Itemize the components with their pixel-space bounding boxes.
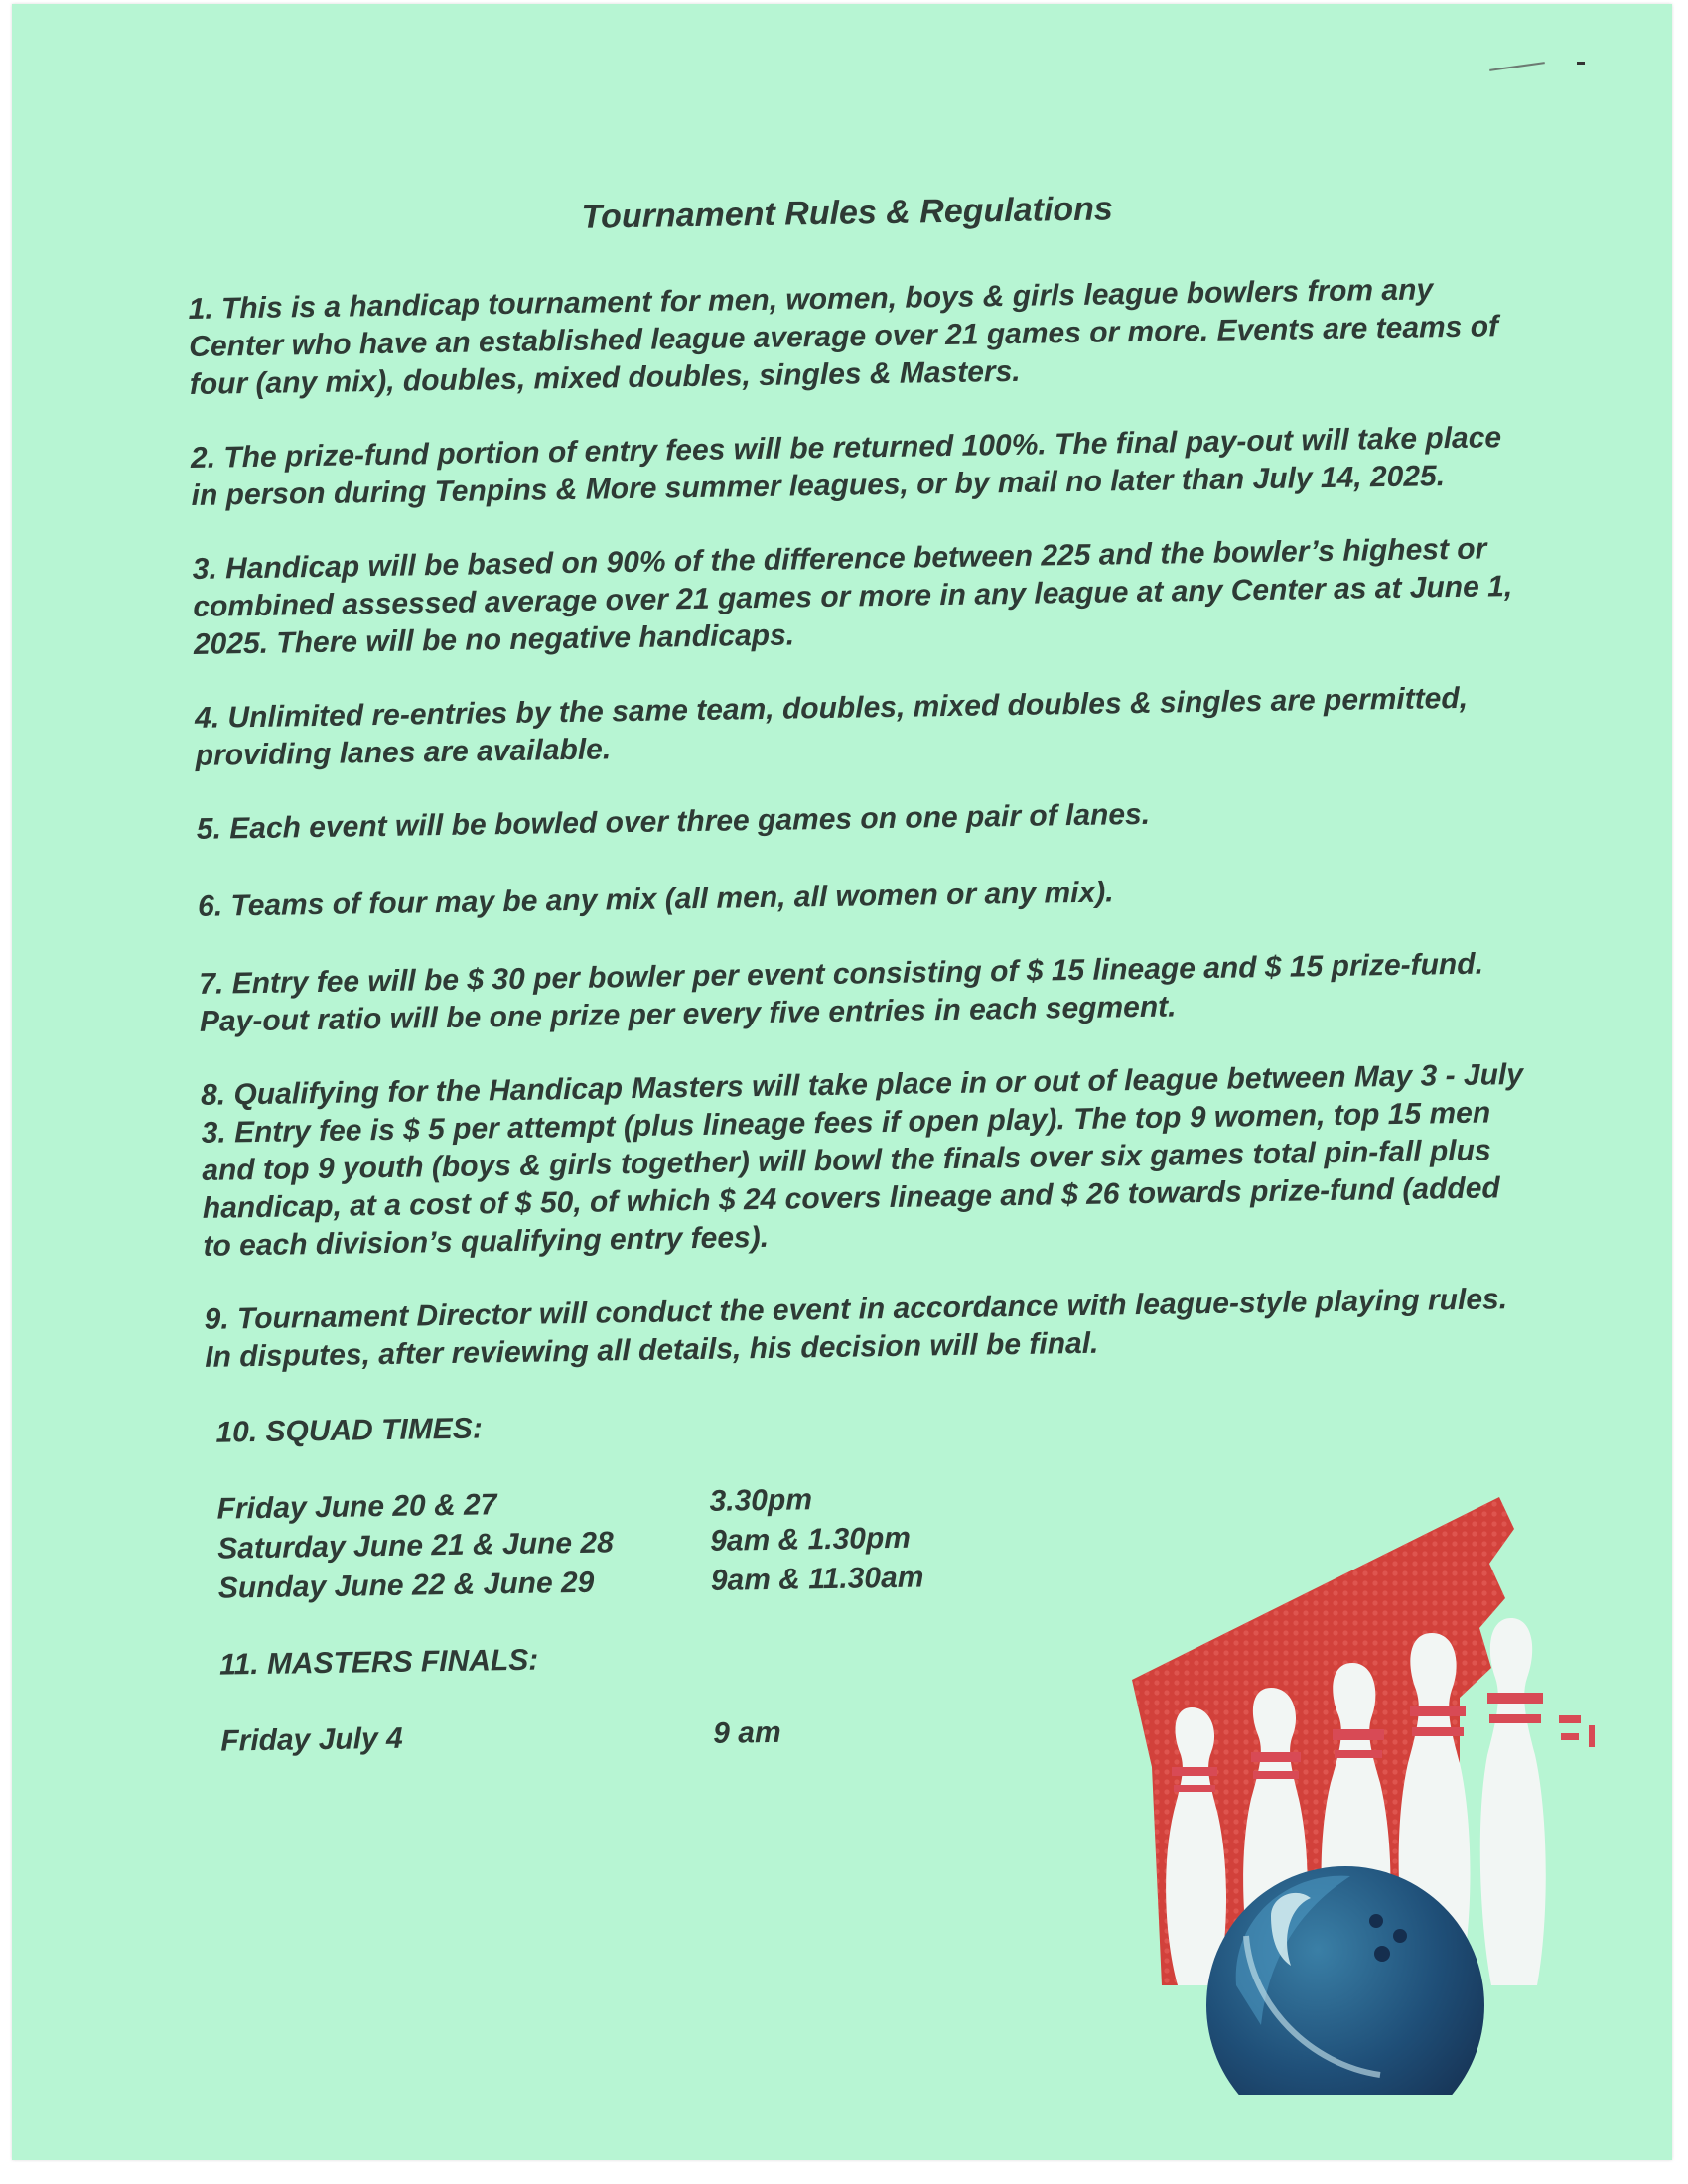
rule-1: 1. This is a handicap tournament for men, women, boys & girls league bowlers from any Center who have an established league average over 21 games or more. Events are teams of four (any mix), doubles, mixed doubles, singles & Masters. xyxy=(188,273,1499,401)
finals-day: Friday July 4 xyxy=(220,1721,403,1758)
squad-time: 9am & 11.30am xyxy=(710,1561,924,1597)
rule-7: 7. Entry fee will be $ 30 per bowler per event consisting of $ 15 lineage and $ 15 prize-fund. Pay-out ratio will be one prize per every five entries in each segment. xyxy=(199,947,1484,1038)
squad-day: Sunday June 22 & June 29 xyxy=(217,1566,595,1605)
rule-5: 5. Each event will be bowled over three games on one pair of lanes. xyxy=(196,797,1151,846)
squad-time: 9am & 1.30pm xyxy=(709,1521,912,1558)
squad-day: Saturday June 21 & June 28 xyxy=(217,1526,614,1566)
page-title: Tournament Rules & Regulations xyxy=(581,190,1114,236)
squad-time: 3.30pm xyxy=(709,1483,813,1518)
rule-3: 3. Handicap will be based on 90% of the difference between 225 and the bowler’s highest or combined assessed average over 21 games or more in any league at any Center as at June 1, 2025. There will be no negative handicaps. xyxy=(192,532,1513,661)
rule-8: 8. Qualifying for the Handicap Masters will take place in or out of league between May 3 - July 3. Entry fee is $ 5 per attempt (plus lineage fees if open play). The top 9 women, top 15 men and top 9 youth (boys & girls together) will bowl the finals over six games total pin-fall plus handicap, at a cost of $ 50, of which $ 24 covers lineage and $ 26 towards prize-fund (added to each division’s qualifying entry fees). xyxy=(200,1057,1524,1263)
scan-mark xyxy=(1577,62,1585,65)
rule-9: 9. Tournament Director will conduct the event in accordance with league-style playing rules. In disputes, after reviewing all details, his decision will be final. xyxy=(204,1283,1508,1374)
rule-2: 2. The prize-fund portion of entry fees will be returned 100%. The final pay-out will take place in person during Tenpins & More summer leagues, or by mail no later than July 14, 2025. xyxy=(190,421,1502,512)
masters-finals-heading: 11. MASTERS FINALS: xyxy=(218,1643,539,1682)
bowling-illustration xyxy=(1122,1469,1618,2095)
finals-time: 9 am xyxy=(713,1715,781,1750)
squad-day: Friday June 20 & 27 xyxy=(216,1488,497,1526)
squad-times-heading: 10. SQUAD TIMES: xyxy=(215,1412,484,1449)
rule-4: 4. Unlimited re-entries by the same team, doubles, mixed doubles & singles are permitted, providing lanes are available. xyxy=(194,681,1469,772)
bowling-pins-and-ball-icon xyxy=(1122,1469,1618,2095)
rule-6: 6. Teams of four may be any mix (all men, all women or any mix). xyxy=(197,876,1114,923)
